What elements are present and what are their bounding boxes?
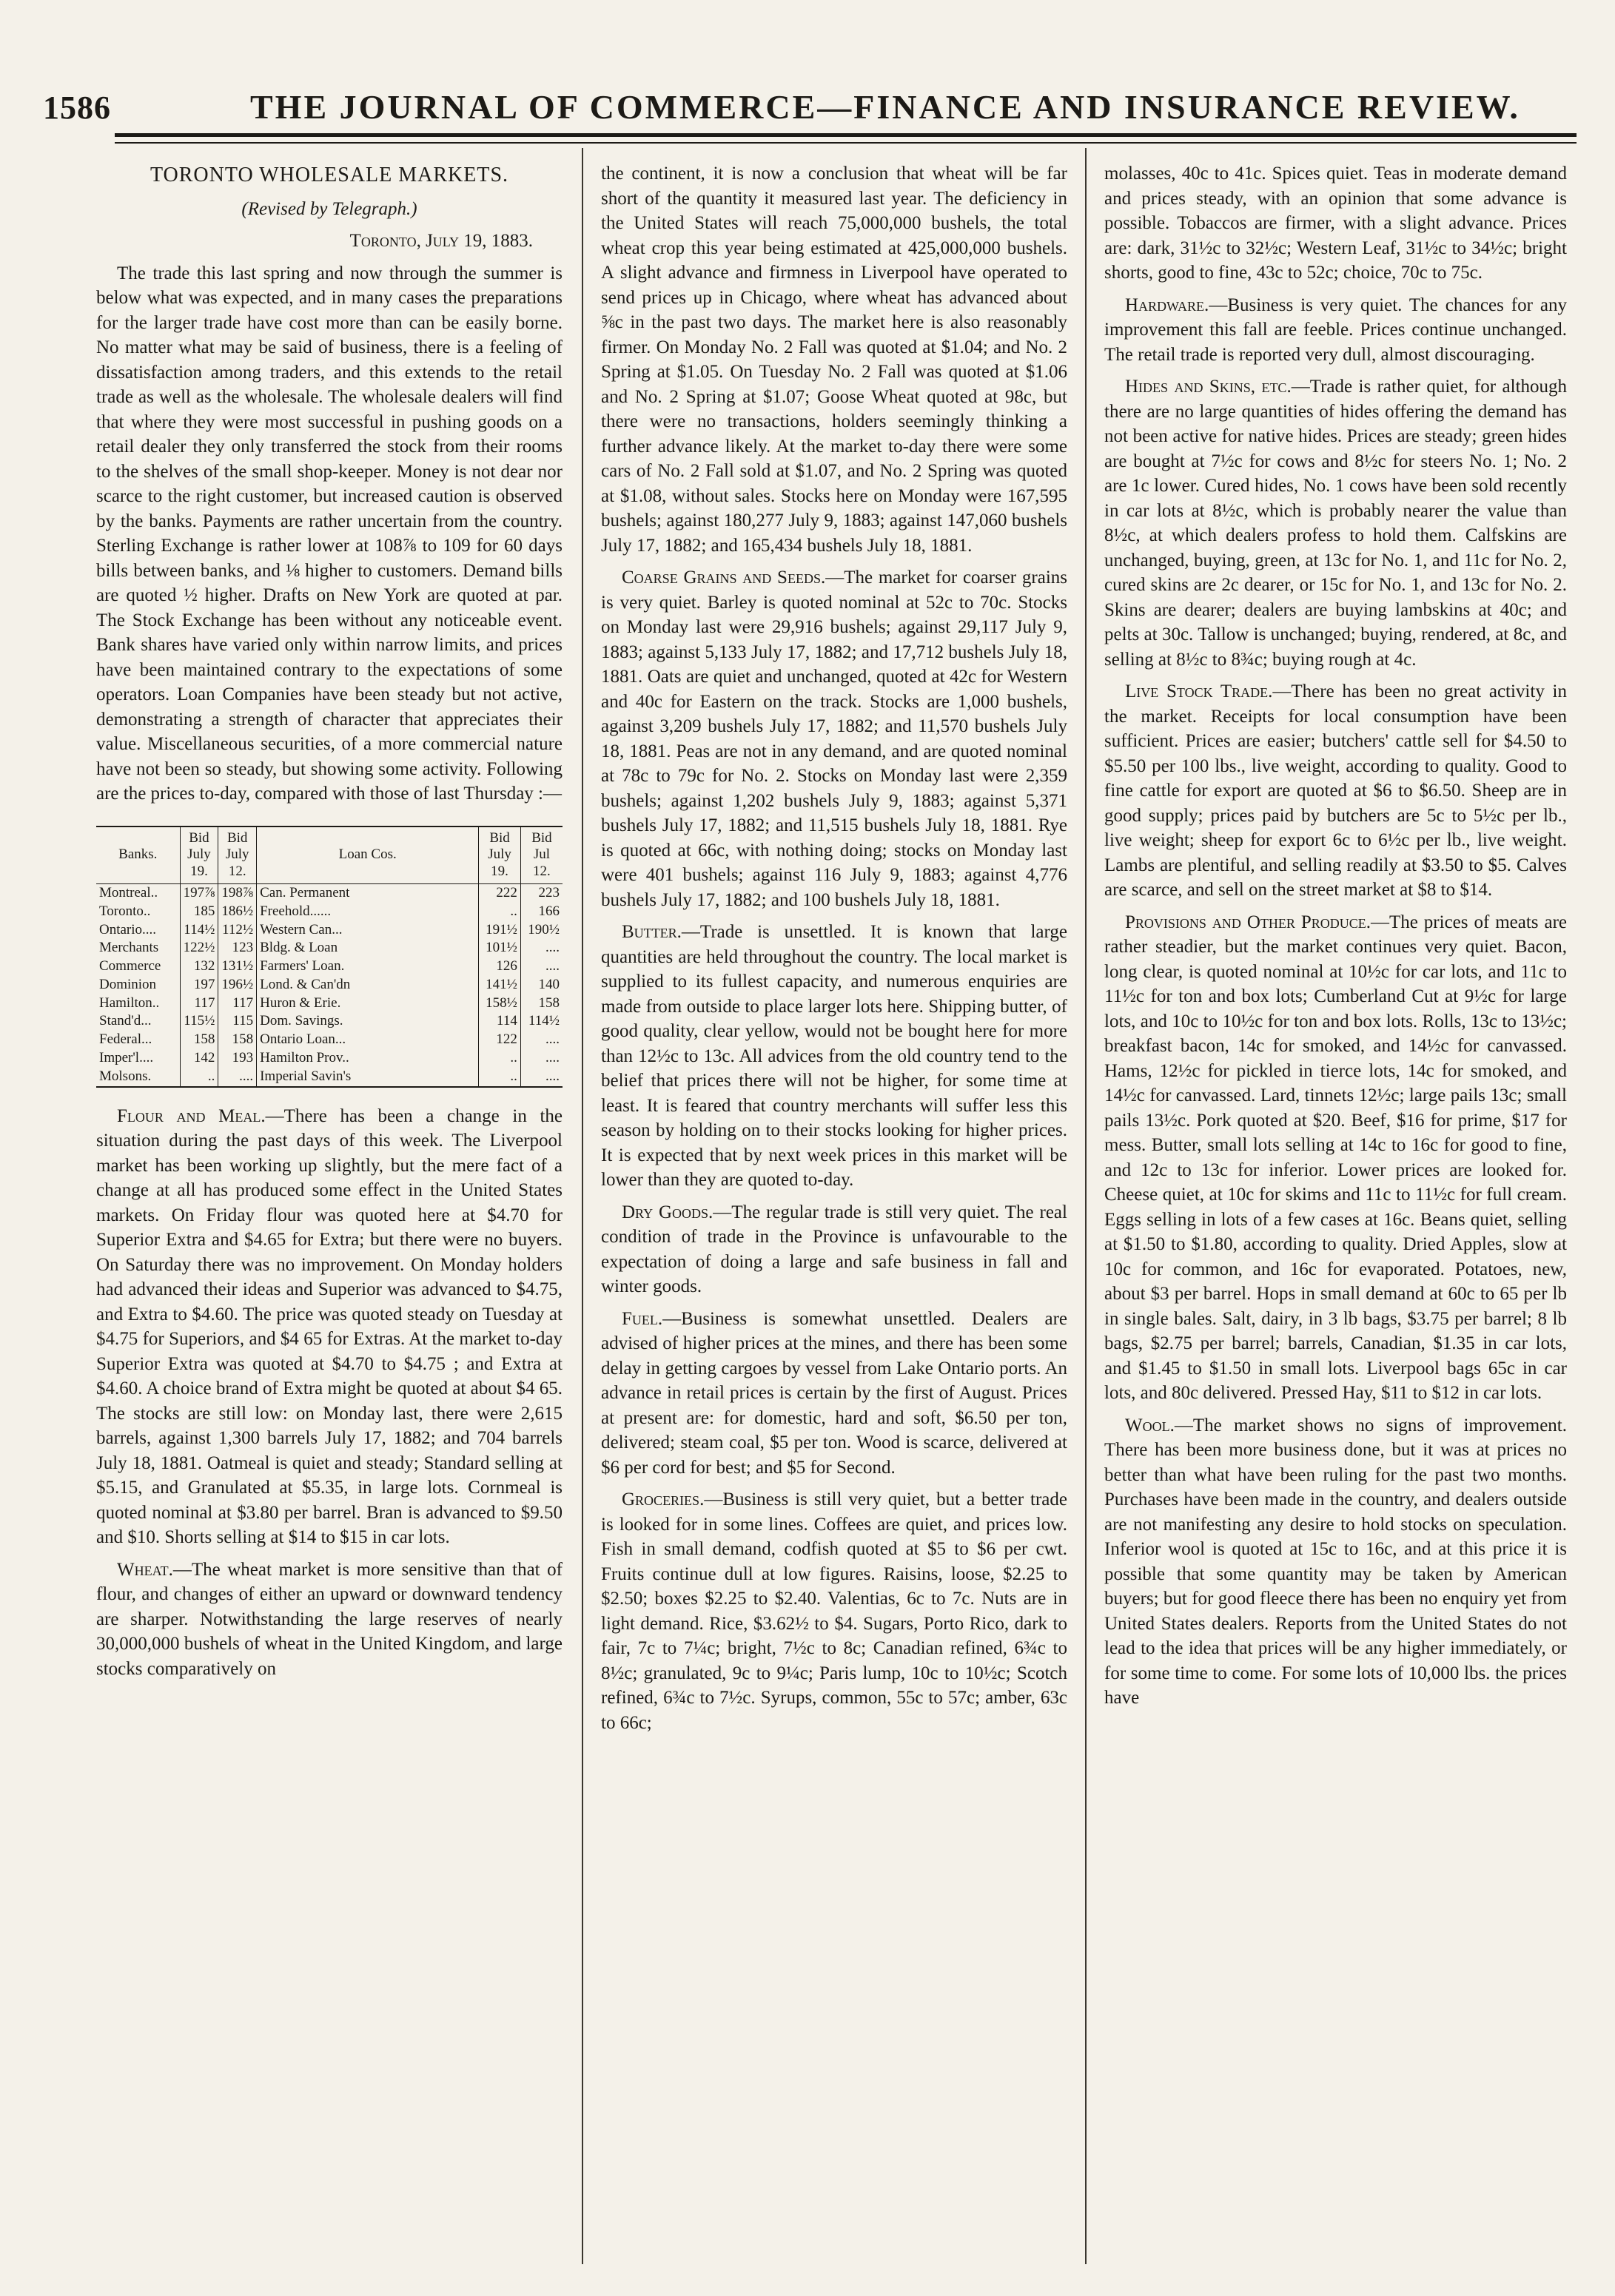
page-number: 1586 [43,90,111,126]
bank-table-body [96,883,563,1086]
bank-table-header: Bid July 12. [218,827,257,884]
bank-table-cell: 114½ [528,1013,560,1029]
header-rule-thick [115,133,1577,137]
column-rule-1 [582,148,583,2264]
market-report-title: TORONTO WHOLESALE MARKETS. [150,164,509,186]
page-header [43,83,1575,135]
bank-table-cell: 190½ [528,921,560,937]
bank-table-cell: 158 [180,1031,218,1049]
provisions-paragraph [1104,910,1567,1406]
bank-stock-table [96,826,563,1088]
hides-heading: Hides and Skins, etc. [1125,377,1292,397]
bank-table-cell: 158½ [479,994,521,1013]
coarse-grains-paragraph [601,565,1067,912]
bank-table-cell: 196½ [218,976,257,994]
bank-table-cell: 115½ [180,1012,218,1031]
bank-table-cell: 114 [479,1012,521,1031]
column-1 [96,161,563,1689]
bank-table-header: Bid Jul 12. [520,827,563,884]
bank-table-row [96,1068,563,1087]
dry-goods-text: —The regular trade is still very quiet. The real condition of trade in the Province is unfavourable to the expectation of doing a large and safe business in fall and winter goods. [601,1202,1067,1296]
wheat-heading: Wheat. [117,1559,173,1580]
bank-table-cell: Hamilton.. [96,994,180,1013]
bank-table-cell: 223 [538,884,560,900]
bank-table-cell: .. [479,1068,521,1087]
hardware-text: —Business is very quiet. The chances for any improvement this fall are feeble. Prices continue unchanged. The retail trade is reported very dull, almost discouraging. [1104,294,1567,365]
bank-table-cell: .... [545,1068,560,1084]
bank-table-cell: 112½ [218,921,257,940]
bank-table-cell: 131½ [218,957,257,976]
bank-table-header: Banks. [96,827,180,884]
bank-table-cell: Western Can... [257,921,479,940]
butter-heading: Butter. [622,922,682,942]
flour-text: —There has been a change in the situation during the past days of this week. The Liverpool market has been working up slightly, but the mere fact of a change at all has produced some effect in the United States markets. On Friday flour was quoted here at $4.70 for Superior Extra and $4.65 for Extra; but there were no buyers. On Saturday there was no improvement. On Monday holders had advanced their ideas and Superior was advanced to $4.75, and Extra to $4.60. The price was quoted steady on Tuesday at $4.75 for Superiors, and $4 65 for Extras. At the market to-day Superior Extra was quoted at $4.70 to $4.75 ; and Extra at $4.60. A choice brand of Extra might be quoted at about $4 65. The stocks are still low: on Monday last, there were 2,615 barrels, against 1,300 barrels July 17, 1882; and 704 barrels July 18, 1881. Oatmeal is quiet and steady; Standard selling at $5.15, and Granulated at $5.35, in large lots. Cornmeal is quoted nominal at $3.80 per barrel. Bran is advanced to $9.50 and $10. Shorts selling at $14 to $15 in car lots. [96,1105,563,1548]
hardware-heading: Hardware. [1125,294,1209,315]
bank-table-cell: Stand'd... [96,1012,180,1031]
bank-table-cell: 140 [538,976,560,992]
groceries-text: —Business is still very quiet, but a better trade is looked for in some lines. Coffees are quiet, and prices low. Fish in small demand, codfish quoted at $5 to $6 per cwt. Fruits continue dull at low figures. Raisins, loose, $2.25 to $2.50; boxes $2.25 to $2.40. Valentias, 6c to 7c. Nuts are in light demand. Rice, $3.62½ to $4. Sugars, Porto Rico, dark to fair, 7c to 7¼c; bright, 7½c to 8c; Canadian refined, 6¾c to 8½c; granulated, 9c to 9¼c; Paris lump, 10c to 10½c; Scotch refined, 6¾c to 7½c. Syrups, common, 55c to 57c; amber, 63c to 66c; [601,1489,1067,1733]
running-title: THE JOURNAL OF COMMERCE—FINANCE AND INSURANCE REVIEW. [250,88,1520,126]
bank-table-cell: Can. Permanent [257,883,479,902]
bank-table-cell: 166 [538,903,560,919]
bank-table-cell: 198⅞ [218,883,257,902]
bank-table-row [96,1049,563,1068]
hides-paragraph [1104,374,1567,672]
bank-table-row [96,1031,563,1049]
dry-goods-heading: Dry Goods. [622,1202,714,1222]
bank-table-cell: Hamilton Prov.. [257,1049,479,1068]
flour-heading: Flour and Meal. [117,1105,266,1126]
bank-table-cell: .... [545,1031,560,1048]
fuel-paragraph [601,1307,1067,1481]
bank-table-header: Bid July 19. [479,827,521,884]
bank-table-cell: Farmers' Loan. [257,957,479,976]
bank-table-cell: 122 [479,1031,521,1049]
bank-table-row [96,1012,563,1031]
column-rule-2 [1085,148,1087,2264]
bank-table-cell: Lond. & Can'dn [257,976,479,994]
bank-table-cell: 122½ [180,939,218,957]
groceries-continued-paragraph: molasses, 40c to 41c. Spices quiet. Teas in moderate demand and prices steady, with an opinion that some advance is possible. Tobaccos are firmer, with a slight advance. Prices are: dark, 31½c to 32½c; Western Leaf, 31½c to 34½c; bright shorts, good to fine, 43c to 52c; choice, 70c to 75c. [1104,164,1567,283]
header-rule-thin [115,142,1577,144]
coarse-text: —The market for coarser grains is very quiet. Barley is quoted nominal at 52c to 70c. Stocks on Monday last were 29,916 bushels; against 29,117 July 9, 1883; against 5,133 July 17, 1882; and 17,712 bushels July 18, 1881. Oats are quiet and unchanged, quoted at 42c for Western and 40c for Eastern on the track. Stocks are 1,000 bushels, against 3,209 bushels July 17, 1882; and 11,570 bushels July 18, 1881. Peas are not in any demand, and are quoted nominal at 78c to 79c for No. 2. Stocks on Monday last were 2,359 bushels; against 1,202 bushels July 9, 1883; against 5,371 bushels July 17, 1882; and 11,515 bushels July 18, 1881. Rye is quoted at 66c, with nothing doing; stocks on Monday last were 401 bushels; against 116 July 9, 1883; against 4,776 bushels July 17, 1882; and 100 bushels July 18, 1881. [601,568,1067,910]
bank-table-cell: Dominion [96,976,180,994]
column-2 [601,161,1067,1743]
market-report-dateline: Toronto, July 19, 1883. [349,231,533,252]
bank-table-cell: 123 [218,939,257,957]
bank-table-row [96,957,563,976]
bank-table-cell: 117 [218,994,257,1013]
bank-table-cell: Ontario Loan... [257,1031,479,1049]
bank-table-header-row [96,827,563,884]
bank-table-row [96,939,563,957]
bank-table-row [96,921,563,940]
bank-table-cell: Dom. Savings. [257,1012,479,1031]
bank-table-cell: Freehold...... [257,903,479,921]
wheat-continued-paragraph: the continent, it is now a conclusion that wheat will be far short of the quantity it measured last year. The deficiency in the United States will reach 75,000,000 bushels, the total wheat crop this year being estimated at 425,000,000 bushels. A slight advance and firmness in Liverpool have operated to send prices up in Chicago, where wheat has advanced about ⅝c in the past two days. The market here is also reasonably firmer. On Monday No. 2 Fall was quoted at $1.04; and No. 2 Spring at $1.05. On Tuesday No. 2 Fall was quoted at $1.06 and No. 2 Spring at $1.07; Goose Wheat quoted at 98c, but there were no transactions, holders seemingly thinking a further advance likely. At the market to-day there were some cars of No. 2 Fall sold at $1.07, and No. 2 Spring was quoted at $1.08, without sales. Stocks here on Monday were 167,595 bushels; against 180,277 July 9, 1883; against 147,060 bushels July 17, 1882; and 165,434 bushels July 18, 1881. [601,164,1067,556]
bank-table-cell: 141½ [479,976,521,994]
fuel-heading: Fuel. [622,1308,663,1329]
bank-table-row [96,994,563,1013]
provisions-text: —The prices of meats are rather steadier, but the market continues very quiet. Bacon, long clear, is quoted nominal at 10½c for car lots, and 11c to 11½c for ton and box lots; Cumberland Cut at 9½c for large lots, and 10c to 10½c for ton and box lots. Rolls, 13c to 13½c; breakfast bacon, 14c for smoked, and 14½c for canvassed. Hams, 12½c for pickled in tierce lots, 14c for smoked, and 14½c for canvassed. Lard, tinnets 12½c; large pails 13c; small pails 13½c. Pork quoted at $20. Beef, $16 for prime, $17 for mess. Butter, small lots selling at 14c to 16c for good to fine, and 12c to 13c for inferior. Lower prices are looked for. Cheese quiet, at 10c for skims and 11c to 11½c for full cream. Eggs selling in lots of a few cases at 16c. Beans quiet, selling at $1.50 to $1.80, according to quality. Dried Apples, slow at 10c for common, and 16c for evaporated. Potatoes, new, about $3 per barrel. Hops in small demand at 60c to 65 per lb in single bales. Salt, dairy, in 3 lb bags, $3.75 per barrel; 8 lb bags, $2.75 per barrel; barrels, Canadian, $1.35 in car lots, and $1.45 to $1.50 in small lots. Liverpool bags 65c in car lots, and 80c delivered. Pressed Hay, $11 to $12 in car lots. [1104,912,1568,1403]
wool-heading: Wool. [1125,1415,1175,1435]
bank-table-cell: Ontario.... [96,921,180,940]
bank-table-cell: Bldg. & Loan [257,939,479,957]
bank-table-cell: 126 [479,957,521,976]
bank-table-cell: Molsons. [96,1068,180,1087]
wool-paragraph [1104,1413,1567,1711]
bank-table-cell: 158 [218,1031,257,1049]
bank-table-header: Loan Cos. [257,827,479,884]
butter-paragraph [601,920,1067,1193]
coarse-heading: Coarse Grains and Seeds. [622,568,826,588]
bank-table-cell: 158 [538,994,560,1011]
wheat-text: —The wheat market is more sensitive than that of flour, and changes of either an upward or downward tendency are sharper. Notwithstanding the large reserves of nearly 30,000,000 bushels of wheat in the United Kingdom, and large stocks comparatively on [96,1559,563,1679]
live-stock-text: —There has been no great activity in the market. Receipts for local consumption have been sufficient. Prices are easier; butchers' cattle sell for $4.50 to $5.50 per 100 lbs., live weight, according to quality. Good to fine cattle for export are quoted at $6 to $6.50. Sheep are in good supply; prices paid by butchers are 5c to 5½c per lb., live weight; sheep for export 6c to 6½c per lb., live weight. Lambs are plentiful, and selling readily at $3.50 to $5. Calves are scarce, and sell on the street market at $8 to $14. [1104,681,1567,900]
bank-table-cell: .. [479,903,521,921]
groceries-paragraph [601,1487,1067,1735]
column-3 [1104,161,1567,1718]
intro-paragraph: The trade this last spring and now through the summer is below what was expected, and in many cases the preparations for the larger trade have cost more than can be easily borne. No matter what may be said of business, there is a feeling of dissatisfaction among traders, and this extends to the retail trade as well as the wholesale. The wholesale dealers will find that where they were most successful in pushing goods on a retail dealer they only transferred the stock from their rooms to the shelves of the small shop-keeper. Money is not dear nor scarce to the right customer, but increased caution is observed by the banks. Payments are rather uncertain from the country. Sterling Exchange is rather lower at 108⅞ to 109 for 60 days bills between banks, and ⅛ higher to customers. Demand bills are quoted ½ higher. Drafts on New York are quoted at par. The Stock Exchange has been without any noticeable event. Bank shares have varied only within narrow limits, and prices have been maintained contrary to the expectations of some operators. Loan Companies have been steady but not active, demonstrating a strength of character that appreciates their value. Miscellaneous securities, of a more commercial nature have not been so steady, but showing some activity. Following are the prices to-day, compared with those of last Thursday :— [96,263,563,804]
bank-table-cell: 101½ [479,939,521,957]
bank-table-cell: Federal... [96,1031,180,1049]
bank-table-header: Bid July 19. [180,827,218,884]
bank-table-cell: Toronto.. [96,903,180,921]
bank-table-cell: 142 [180,1049,218,1068]
provisions-heading: Provisions and Other Produce. [1125,912,1371,932]
bank-table-cell: Commerce [96,957,180,976]
bank-table-cell: Montreal.. [96,883,180,902]
groceries-heading: Groceries. [622,1489,705,1509]
wool-text: —The market shows no signs of improvement. There has been more business done, but it was at prices no better than what have been ruling for the past two months. Purchases have been made in the country, and dealers outside are not manifesting any desire to hold stocks on speculation. Inferior wool is quoted at 15c to 16c, and at this price it is possible that some quantity may be taken by American buyers; but for good fleece there has been no enquiry yet from United States dealers. Reports from the United States do not lead to the idea that prices will be any higher immediately, or for some time to come. For some lots of 10,000 lbs. the prices have [1104,1415,1567,1708]
bank-table-cell: .. [180,1068,218,1087]
bank-table-cell: 114½ [180,921,218,940]
dry-goods-paragraph [601,1200,1067,1299]
bank-table-cell: 197⅞ [180,883,218,902]
bank-table-cell: Huron & Erie. [257,994,479,1013]
bank-table-cell: Imper'l.... [96,1049,180,1068]
fuel-text: —Business is somewhat unsettled. Dealers are advised of higher prices at the mines, and there has been some delay in getting cargoes by vessel from Lake Ontario ports. An advance in retail prices is certain by the first of August. Prices at present are: for domestic, hard and soft, $6.50 per ton, delivered; steam coal, $5 per ton. Wood is scarce, delivered at $6 per cord for best; and $5 for Second. [601,1308,1067,1478]
flour-and-meal-paragraph [96,1104,563,1550]
bank-table-cell: .... [545,1050,560,1066]
bank-table-cell: .. [479,1049,521,1068]
bank-table-row [96,883,563,902]
bank-table-cell: 115 [218,1012,257,1031]
bank-table-row [96,976,563,994]
bank-table-row [96,903,563,921]
market-report-subtitle: (Revised by Telegraph.) [241,198,417,219]
live-stock-paragraph [1104,679,1567,903]
butter-text: —Trade is unsettled. It is known that large quantities are held throughout the country. The local market is supplied to its fullest capacity, and numerous enquiries are made from outside to place larger lots here. Shipping butter, of good quality, clear yellow, would not be bought here for more than 12½c to 13c. All advices from the old country tend to the belief that prices there will not be higher, for some time at least. It is feared that country merchants will suffer less this season by holding on to their stocks looking for higher prices. It is expected that by next week prices in this market will be lower than they are quoted to-day. [601,922,1067,1190]
bank-table-cell: 185 [180,903,218,921]
wheat-paragraph [96,1558,563,1682]
bank-table-cell: 222 [479,883,521,902]
bank-table-cell: 132 [180,957,218,976]
bank-table-cell: .... [218,1068,257,1087]
bank-table-cell: .... [545,958,560,974]
bank-table-cell: 191½ [479,921,521,940]
bank-table-cell: 117 [180,994,218,1013]
hardware-paragraph [1104,293,1567,368]
hides-text: —Trade is rather quiet, for although there are no large quantities of hides offering the demand has not been active for native hides. Prices are steady; green hides are bought at 7½c for cows and 8½c for steers No. 1; No. 2 are 1c lower. Cured hides, No. 1 cows have been sold recently in car lots at 8½c, which is probably nearer the value than 8½c, at which dealers profess to hold them. Calfskins are unchanged, buying, green, at 13c for No. 1, and 11c for No. 2, cured skins are 2c dearer, or 15c for No. 1, and 13c for No. 2. Skins are dearer; dealers are buying lambskins at 40c; and pelts at 30c. Tallow is unchanged; buying, rendered, at 8c, and selling at 8½c to 8¾c; buying rough at 4c. [1104,377,1568,670]
bank-table-cell: Imperial Savin's [257,1068,479,1087]
bank-table-cell: 186½ [218,903,257,921]
bank-table-cell: .... [545,940,560,956]
bank-table-cell: Merchants [96,939,180,957]
bank-table-cell: 197 [180,976,218,994]
bank-table-cell: 193 [218,1049,257,1068]
live-stock-heading: Live Stock Trade. [1125,681,1273,701]
